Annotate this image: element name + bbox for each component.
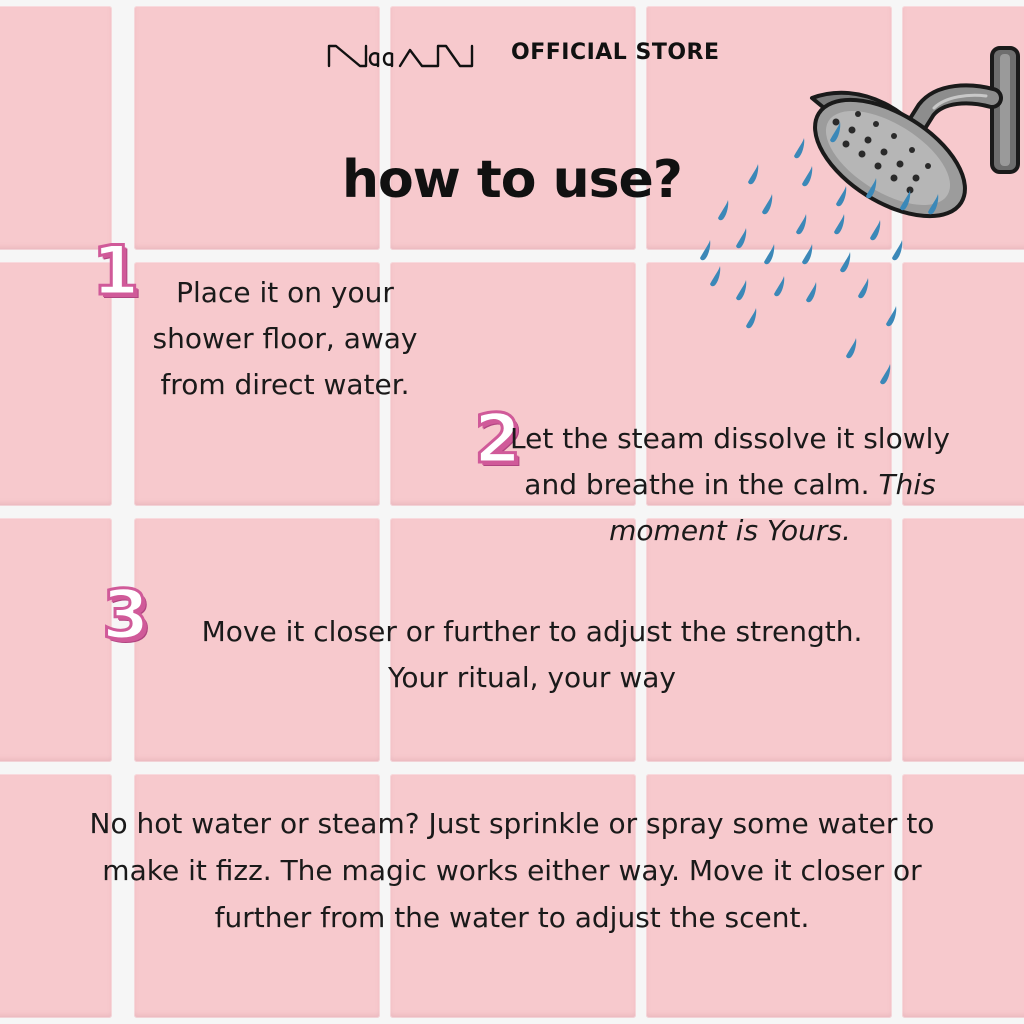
page-title: how to use? <box>342 150 682 210</box>
water-drop <box>900 190 910 210</box>
water-drop <box>928 194 938 214</box>
water-drop <box>736 228 746 248</box>
step-1-text: Place it on your shower floor, away from direct water. <box>152 276 418 401</box>
tip-note: No hot water or steam? Just sprinkle or spray some water to make it fizz. The magic works either way. Move it closer or further from the water to adjust the scent. <box>89 807 935 934</box>
step-3-text <box>160 609 904 701</box>
step-3-number: 3 <box>102 576 150 655</box>
water-drop <box>836 186 846 206</box>
water-drop <box>846 338 856 358</box>
water-drop <box>830 122 840 142</box>
water-drop <box>840 252 850 272</box>
step-1-number: 1 <box>92 232 140 311</box>
step-2-body: Let the steam dissolve it slowly and breathe in the calm. <box>510 422 950 501</box>
step-2-emphasis: This moment is Yours. <box>609 468 936 547</box>
water-drop <box>802 166 812 186</box>
water-drops-icon <box>690 120 1024 410</box>
water-drop <box>774 276 784 296</box>
water-drop <box>710 266 720 286</box>
water-drop <box>746 308 756 328</box>
water-drop <box>736 280 746 300</box>
water-drop <box>718 200 728 220</box>
water-drop <box>866 178 876 198</box>
store-label: OFFICIAL STORE <box>511 40 720 65</box>
wall-tile <box>902 518 1024 762</box>
step-3-tagline: Your ritual, your way <box>388 661 676 694</box>
water-drop <box>764 244 774 264</box>
water-drop <box>870 220 880 240</box>
water-drop <box>858 278 868 298</box>
water-drop <box>802 244 812 264</box>
brand-logo <box>326 42 476 68</box>
water-drop <box>748 164 758 184</box>
wall-tile <box>0 518 112 762</box>
water-drop <box>700 240 710 260</box>
step-2-text <box>510 416 950 554</box>
water-drop <box>886 306 896 326</box>
water-drop <box>762 194 772 214</box>
water-drop <box>880 364 890 384</box>
water-drop <box>794 138 804 158</box>
water-drop <box>796 214 806 234</box>
step-2-number: 2 <box>474 400 522 479</box>
step-3-body: Move it closer or further to adjust the strength. <box>201 615 863 648</box>
water-drop <box>834 214 844 234</box>
water-drop <box>892 240 902 260</box>
water-drop <box>806 282 816 302</box>
